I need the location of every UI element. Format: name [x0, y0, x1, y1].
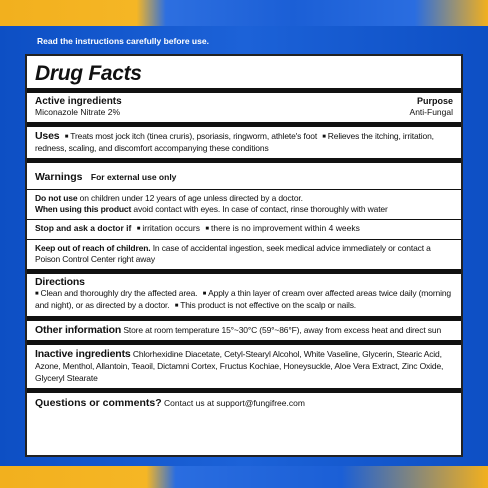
directions-item: This product is not effective on the scalp or nails. [180, 300, 357, 310]
top-stripe [0, 0, 488, 26]
uses-section [35, 127, 453, 158]
bullet-icon: ■ [136, 226, 141, 232]
other-information-text: Store at room temperature 15°~30°C (59°~86°F), away from excess heat and direct sun [123, 325, 442, 335]
questions-heading: Questions or comments? [35, 397, 162, 409]
stop-item: irritation occurs [142, 223, 200, 233]
stop-label: Stop and ask a doctor if [35, 223, 132, 233]
instructions-text: Read the instructions carefully before use. [37, 36, 209, 46]
questions-text: Contact us at support@fungifree.com [163, 398, 305, 408]
uses-item: Treats most jock itch (tinea cruris), psoriasis, ringworm, athlete's foot [70, 131, 318, 141]
do-not-use-label: Do not use [35, 193, 78, 203]
bullet-icon: ■ [202, 291, 207, 297]
active-ingredient: Miconazole Nitrate 2% [35, 107, 121, 117]
keep-out-text: In case of accidental ingestion, seek medical advice immediately or contact a Poison Control Center right away [35, 243, 431, 264]
keep-out-section [35, 240, 453, 269]
directions-item: Apply a thin layer of cream over affected areas twice daily (morning and night), or as directed by a doctor. [35, 288, 451, 310]
stop-item: there is no improvement within 4 weeks [211, 223, 360, 233]
active-purpose: Anti-Fungal [409, 107, 453, 117]
warnings-heading-row [35, 163, 453, 189]
bullet-icon: ■ [35, 291, 39, 297]
do-not-use-section [35, 190, 453, 219]
active-ingredients-heading: Active ingredients [35, 96, 122, 107]
directions-item: Clean and thoroughly dry the affected area. [40, 288, 198, 298]
inactive-ingredients-section [35, 345, 453, 388]
other-information-heading: Other information [35, 324, 122, 336]
do-not-use-text: on children under 12 years of age unless directed by a doctor. [79, 193, 303, 203]
purpose-heading: Purpose [416, 96, 453, 106]
warnings-heading: Warnings [35, 171, 83, 183]
when-using-text: avoid contact with eyes. In case of contact, rinse thoroughly with water [133, 204, 388, 214]
inactive-ingredients-text: Chlorhexidine Diacetate, Cetyl-Stearyl Alcohol, White Vaseline, Glycerin, Stearic Acid, Azone, Menthol, Allantoin, Teaoil, Dictamni Cortex, Fructus Kochiae, Honeysuckle, Aloe Vera Extract, Zinc Oxide, Glyceryl Stearate [35, 349, 444, 383]
uses-heading: Uses [35, 130, 60, 142]
bullet-icon: ■ [64, 134, 69, 140]
directions-heading: Directions [35, 276, 85, 288]
when-using-label: When using this product [35, 204, 132, 214]
directions-section [35, 274, 453, 316]
keep-out-label: Keep out of reach of children. [35, 243, 151, 253]
drug-facts-panel [25, 54, 463, 457]
warnings-subheading: For external use only [90, 172, 177, 182]
stop-use-section [35, 220, 453, 239]
bottom-stripe [0, 466, 488, 488]
questions-section [35, 393, 453, 413]
uses-item: Relieves the itching, irritation, redness, scaling, and discomfort accompanying these conditions [35, 131, 434, 153]
bullet-icon: ■ [322, 134, 326, 140]
bullet-icon: ■ [205, 226, 209, 232]
active-ingredients-section [35, 93, 453, 122]
other-information-section [35, 321, 453, 340]
inactive-ingredients-heading: Inactive ingredients [35, 348, 131, 360]
bullet-icon: ■ [174, 303, 179, 309]
drug-facts-title: Drug Facts [35, 62, 142, 85]
